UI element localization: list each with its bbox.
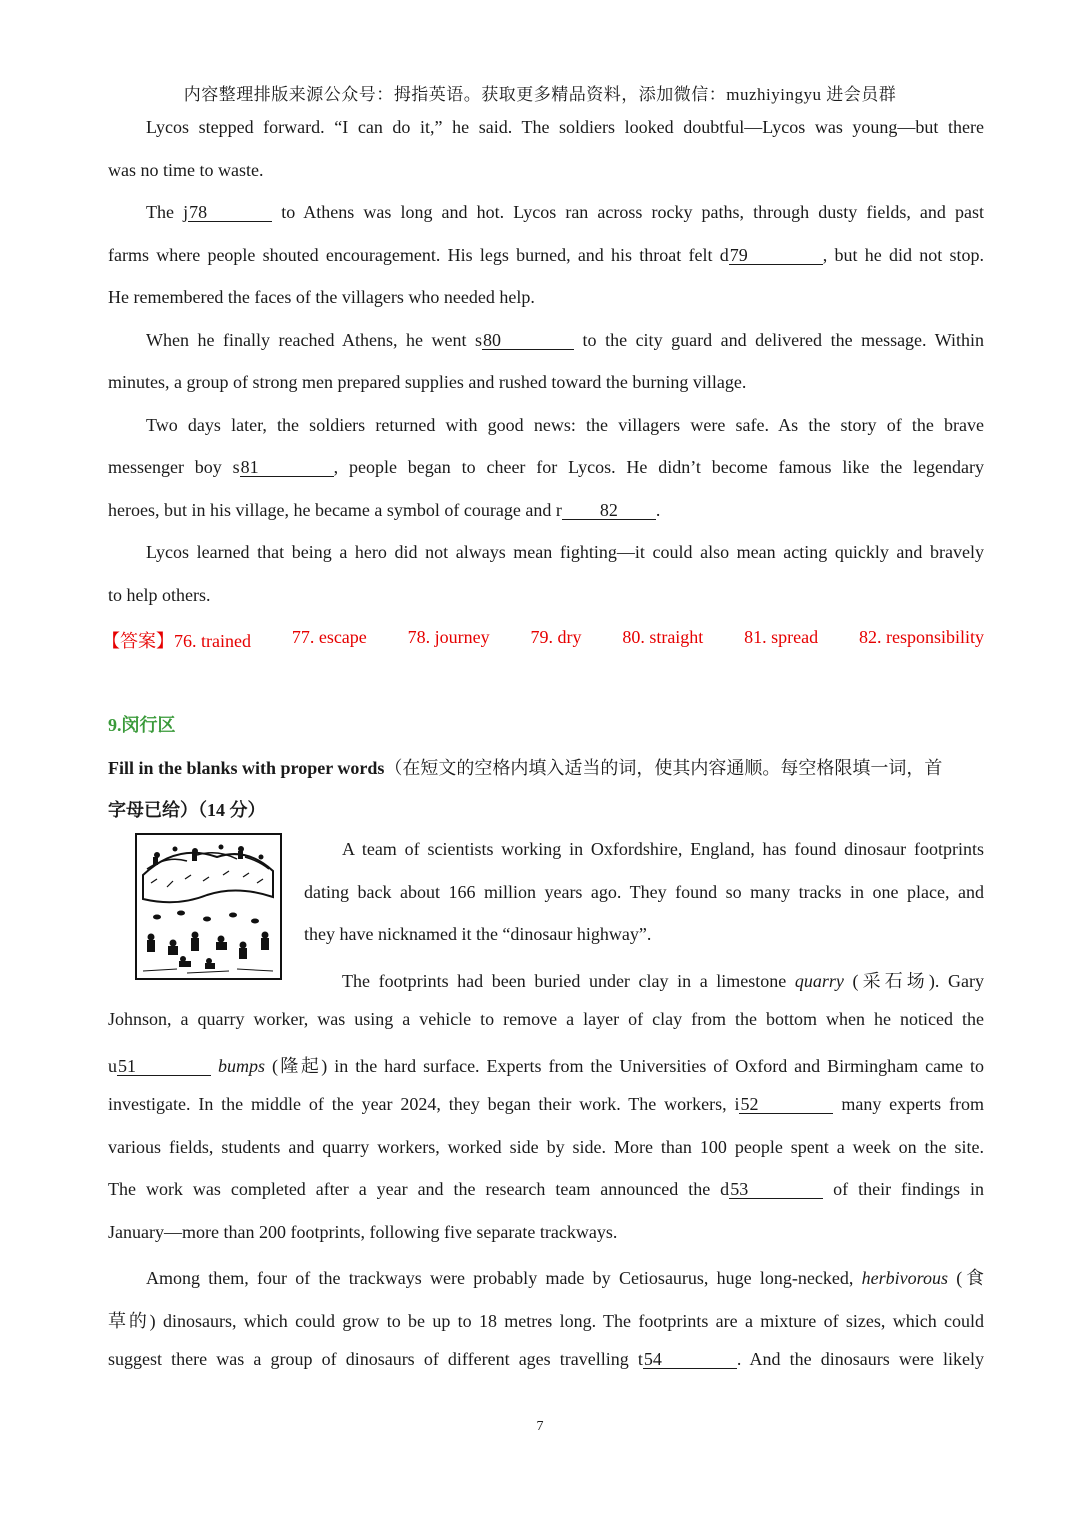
text-line: various fields, students and quarry workers, worked side by side. More than 100 people spent a week on the site. [108,1137,984,1157]
blank-54: 54 [643,1350,737,1369]
text-fragment: to Athens was long and hot. Lycos ran across rocky paths, through dusty fields, and past [281,202,984,222]
text-fragment: of their findings in [833,1179,985,1199]
blank-82: 82 [562,501,656,520]
instruction-text: （在短文的空格内填入适当的词，使其内容通顺。每空格限填一词，首 [384,758,943,778]
answer-item: 78. journey [407,627,490,647]
text-fragment: u [108,1056,117,1076]
text-fragment: The footprints had been buried under clay in a limestone [342,971,795,991]
text-line [108,1179,984,1200]
answer-item: 79. dry [530,627,582,647]
text-fragment: , people began to cheer for Lycos. He didn’t become famous like the legendary [333,457,984,477]
blank-79: 79 [729,246,823,265]
blank-51: 51 [117,1057,211,1076]
text-line [108,245,984,266]
page-number: 7 [536,1419,544,1434]
text-line: Lycos stepped forward. “I can do it,” he said. The soldiers looked doubtful—Lycos was young—but there [146,117,984,137]
blank-52: 52 [739,1095,833,1114]
text-line [108,1052,984,1078]
instruction-line: 字母已给）（14 分） [108,800,266,820]
text-fragment: messenger boy s [108,457,240,477]
text-line: they have nicknamed it the “dinosaur highway”. [304,924,652,944]
text-line: minutes, a group of strong men prepared supplies and rushed toward the burning village. [108,372,747,392]
instruction-line [108,754,984,780]
text-fragment: quarry [794,971,844,991]
text-line: January—more than 200 footprints, following five separate trackways. [108,1222,618,1242]
answer-item: 77. escape [291,627,367,647]
text-line [108,202,984,223]
page-header: 内容整理排版来源公众号：拇指英语。获取更多精品资料，添加微信：muzhiyingyu 进会员群 [183,85,897,104]
text-fragment: bumps [217,1056,265,1076]
text-line: to help others. [108,585,211,605]
text-line: He remembered the faces of the villagers who needed help. [108,287,535,307]
text-fragment: . And the dinosaurs were likely [736,1349,984,1369]
text-fragment: When he finally reached Athens, he went s [146,330,483,350]
text-line: Johnson, a quarry worker, was using a vehicle to remove a layer of clay from the bottom when he noticed the [108,1009,984,1029]
text-line: A team of scientists working in Oxfordshire, England, has found dinosaur footprints [342,839,984,859]
text-fragment: investigate. In the middle of the year 2024, they began their work. The workers, i [108,1094,740,1114]
answer-item: 80. straight [622,627,704,647]
text-fragment: suggest there was a group of dinosaurs of different ages travelling t [108,1349,643,1369]
text-line [108,1264,984,1290]
section-title: 9.闵行区 [108,715,176,735]
blank-81: 81 [240,458,334,477]
text-fragment: farms where people shouted encouragement. His legs burned, and his throat felt d [108,245,729,265]
instruction-bold: Fill in the blanks with proper words [108,758,385,778]
text-line [108,500,984,521]
answer-item: 82. responsibility [858,627,984,647]
text-fragment: many experts from [841,1094,984,1114]
answer-label: 【答案】 [102,631,174,651]
text-fragment: . [655,500,661,520]
blank-80: 80 [482,331,574,350]
text-line [108,457,984,478]
text-fragment: herbivorous [861,1268,948,1288]
text-line: 草的) dinosaurs, which could grow to be up to 18 metres long. The footprints are a mixture of sizes, which could [108,1311,984,1331]
text-line [108,330,984,351]
answer-key [102,627,984,653]
answer-item: 81. spread [744,627,819,647]
text-line [108,1094,984,1115]
text-fragment: (食 [947,1268,984,1288]
answer-item: 76. trained [174,631,251,651]
dinosaur-footprints-illustration [135,833,282,980]
text-fragment: (采石场). Gary [843,971,984,991]
blank-53: 53 [729,1180,823,1199]
text-line: Two days later, the soldiers returned with good news: the villagers were safe. As the story of the brave [146,415,984,435]
text-fragment: heroes, but in his village, he became a symbol of courage and r [108,500,562,520]
text-fragment: to the city guard and delivered the message. Within [582,330,985,350]
text-fragment: The j [146,202,189,222]
text-line: dating back about 166 million years ago. They found so many tracks in one place, and [304,882,984,902]
text-line [108,1349,984,1370]
text-fragment: The work was completed after a year and the research team announced the d [108,1179,730,1199]
text-fragment: Among them, four of the trackways were probably made by Cetiosaurus, huge long-necked, [146,1268,862,1288]
text-line: was no time to waste. [108,160,264,180]
text-line [304,967,984,993]
text-fragment: , but he did not stop. [822,245,985,265]
text-fragment: (隆起) in the hard surface. Experts from the Universities of Oxford and Birmingham came to [264,1056,985,1076]
text-line: Lycos learned that being a hero did not always mean fighting—it could also mean acting quickly and bravely [146,542,984,562]
blank-78: 78 [188,203,272,222]
